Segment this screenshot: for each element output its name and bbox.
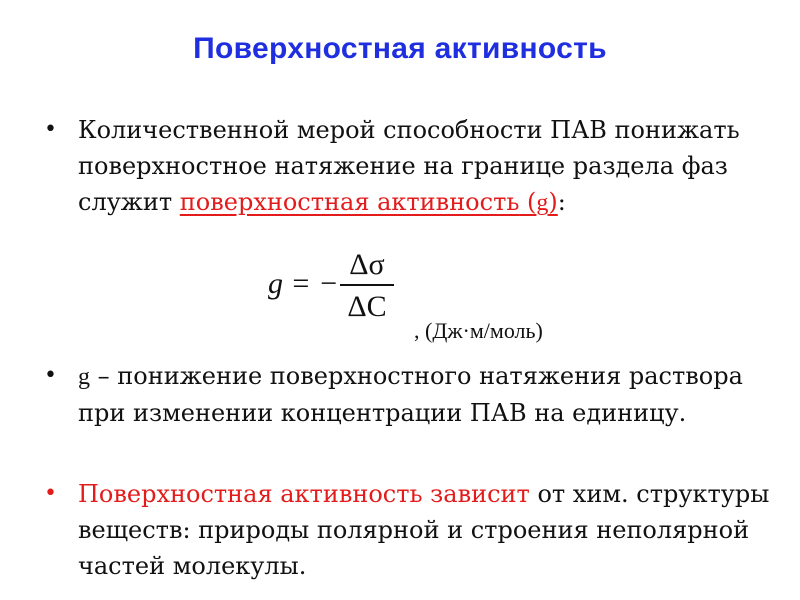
bullet-item-dependence — [44, 476, 778, 584]
g-symbol: g — [536, 190, 549, 216]
g-symbol: g — [78, 364, 90, 390]
bullet-item-definition — [44, 112, 778, 221]
bullet-item-g-meaning — [44, 358, 778, 431]
highlight-term: поверхностная активность — [179, 188, 520, 216]
slide-title: Поверхностная активность — [193, 32, 607, 65]
bullet-marker: • — [44, 363, 57, 388]
bullet-text: – понижение поверхностного натяжения раствора при изменении концентрации ПАВ на единицу. — [78, 362, 743, 427]
formula-denominator: ΔC — [347, 289, 387, 323]
paren-close: ) — [548, 188, 558, 216]
fraction-bar — [340, 284, 394, 286]
bullet-marker: • — [44, 117, 57, 142]
formula-numerator: Δσ — [349, 248, 385, 281]
paren-open: ( — [519, 188, 537, 216]
bullet-text: Количественной мерой способности ПАВ понижать поверхностное натяжение на границе раздела фаз служит — [78, 116, 740, 216]
formula-lhs: g = − — [268, 267, 339, 300]
bullet-text: от хим. структуры веществ: природы полярной и строения неполярной частей молекулы. — [78, 480, 770, 580]
red-text: Поверхностная активность зависит — [78, 480, 530, 508]
colon: : — [557, 188, 566, 216]
bullet-marker: • — [44, 481, 57, 506]
formula-fraction — [340, 248, 394, 324]
formula-units: , (Дж·м/моль) — [414, 318, 543, 343]
